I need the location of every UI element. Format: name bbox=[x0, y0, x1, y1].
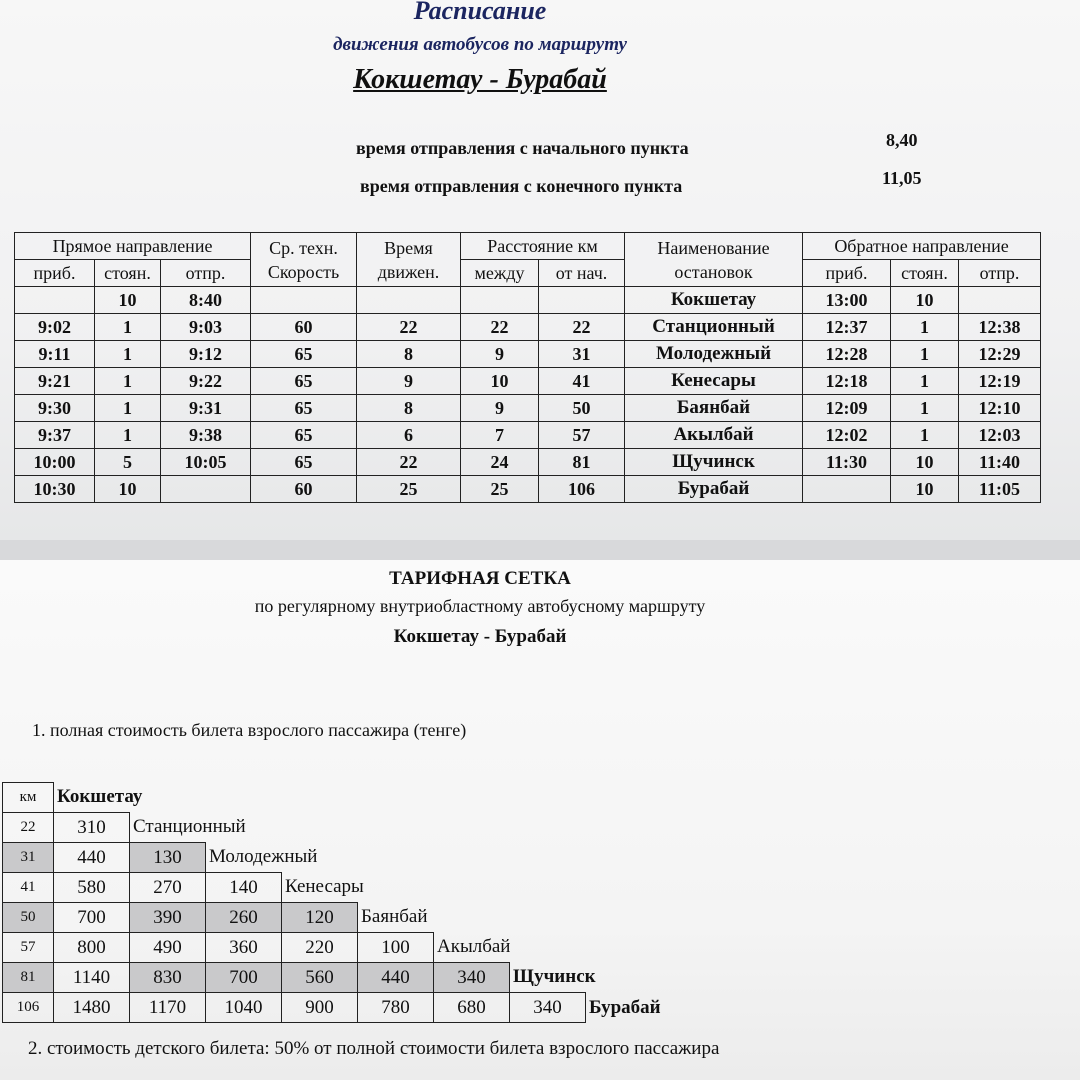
reverse-departure: 12:19 bbox=[959, 368, 1041, 395]
fare-value: 220 bbox=[282, 933, 358, 963]
distance-from-start: 31 bbox=[539, 341, 625, 368]
fare-value: 440 bbox=[358, 963, 434, 993]
forward-arrival: 9:21 bbox=[15, 368, 95, 395]
travel-time: 8 bbox=[357, 341, 461, 368]
forward-departure: 8:40 bbox=[161, 287, 251, 314]
avg-speed: 60 bbox=[251, 314, 357, 341]
distance-between: 10 bbox=[461, 368, 539, 395]
fare-value: 700 bbox=[54, 903, 130, 933]
fare-value: 390 bbox=[130, 903, 206, 933]
forward-departure: 9:31 bbox=[161, 395, 251, 422]
tariff-title: ТАРИФНАЯ СЕТКА bbox=[389, 568, 571, 589]
fare-value: 270 bbox=[130, 873, 206, 903]
forward-stay: 10 bbox=[95, 476, 161, 503]
forward-stay: 1 bbox=[95, 314, 161, 341]
schedule-row bbox=[15, 395, 1041, 422]
avg-speed: 65 bbox=[251, 368, 357, 395]
forward-stay: 1 bbox=[95, 341, 161, 368]
schedule-row bbox=[15, 341, 1041, 368]
tariff-subtitle: по регулярному внутриобластному автобусному маршруту bbox=[254, 596, 706, 616]
distance-between: 25 bbox=[461, 476, 539, 503]
distance-from-start bbox=[539, 287, 625, 314]
reverse-departure bbox=[959, 287, 1041, 314]
schedule-table bbox=[14, 232, 1041, 503]
distance-from-start: 41 bbox=[539, 368, 625, 395]
schedule-subtitle: движения автобусов по маршруту bbox=[333, 34, 627, 55]
reverse-stay: 10 bbox=[891, 476, 959, 503]
fare-row bbox=[3, 903, 661, 933]
schedule-row bbox=[15, 476, 1041, 503]
forward-departure: 10:05 bbox=[161, 449, 251, 476]
fare-value: 1140 bbox=[54, 963, 130, 993]
origin-stop: Кокшетау bbox=[57, 786, 143, 808]
route-name: Кокшетау - Бурабай bbox=[353, 64, 607, 95]
distance-between: 7 bbox=[461, 422, 539, 449]
avg-speed: 65 bbox=[251, 341, 357, 368]
header-reverse-dep: отпр. bbox=[959, 260, 1041, 287]
fare-value: 1480 bbox=[54, 993, 130, 1023]
fare-row bbox=[3, 933, 661, 963]
header-forward-arr: приб. bbox=[15, 260, 95, 287]
fare-value: 700 bbox=[206, 963, 282, 993]
fare-km: 57 bbox=[3, 933, 54, 963]
reverse-stay: 10 bbox=[891, 287, 959, 314]
fare-stop: Станционный bbox=[133, 816, 246, 838]
fare-stop: Бурабай bbox=[589, 996, 661, 1018]
fare-km: 22 bbox=[3, 813, 54, 843]
distance-between: 9 bbox=[461, 395, 539, 422]
avg-speed bbox=[251, 287, 357, 314]
fare-value: 100 bbox=[358, 933, 434, 963]
forward-arrival: 10:30 bbox=[15, 476, 95, 503]
reverse-departure: 11:40 bbox=[959, 449, 1041, 476]
header-stops: Наименование остановок bbox=[625, 233, 803, 287]
distance-between bbox=[461, 287, 539, 314]
adult-fare-note: 1. полная стоимость билета взрослого пассажира (тенге) bbox=[32, 720, 467, 740]
forward-stay: 5 bbox=[95, 449, 161, 476]
photo-divider bbox=[0, 540, 1080, 560]
fare-value: 310 bbox=[54, 813, 130, 843]
stop-name: Молодежный bbox=[625, 341, 803, 368]
fare-km: 106 bbox=[3, 993, 54, 1023]
travel-time bbox=[357, 287, 461, 314]
stop-name: Станционный bbox=[625, 314, 803, 341]
forward-stay: 1 bbox=[95, 422, 161, 449]
tariff-sheet bbox=[0, 560, 1080, 1080]
travel-time: 25 bbox=[357, 476, 461, 503]
fare-value: 440 bbox=[54, 843, 130, 873]
distance-between: 24 bbox=[461, 449, 539, 476]
header-forward: Прямое направление bbox=[15, 233, 251, 260]
travel-time: 22 bbox=[357, 314, 461, 341]
reverse-stay: 10 bbox=[891, 449, 959, 476]
schedule-row bbox=[15, 449, 1041, 476]
stop-name: Бурабай bbox=[625, 476, 803, 503]
schedule-title: Расписание bbox=[413, 0, 547, 25]
header-between: между bbox=[461, 260, 539, 287]
fare-value: 900 bbox=[282, 993, 358, 1023]
distance-between: 22 bbox=[461, 314, 539, 341]
header-distance: Расстояние км bbox=[461, 233, 625, 260]
forward-stay: 10 bbox=[95, 287, 161, 314]
forward-arrival: 9:11 bbox=[15, 341, 95, 368]
fare-stop: Акылбай bbox=[437, 936, 511, 958]
forward-arrival: 10:00 bbox=[15, 449, 95, 476]
fare-value: 780 bbox=[358, 993, 434, 1023]
forward-arrival: 9:37 bbox=[15, 422, 95, 449]
reverse-arrival: 12:18 bbox=[803, 368, 891, 395]
forward-arrival: 9:02 bbox=[15, 314, 95, 341]
reverse-arrival: 12:28 bbox=[803, 341, 891, 368]
fare-km: 31 bbox=[3, 843, 54, 873]
reverse-stay: 1 bbox=[891, 368, 959, 395]
fare-value: 560 bbox=[282, 963, 358, 993]
forward-departure: 9:22 bbox=[161, 368, 251, 395]
distance-from-start: 81 bbox=[539, 449, 625, 476]
fare-value: 680 bbox=[434, 993, 510, 1023]
fare-value: 340 bbox=[510, 993, 586, 1023]
reverse-stay: 1 bbox=[891, 422, 959, 449]
fare-value: 490 bbox=[130, 933, 206, 963]
forward-departure bbox=[161, 476, 251, 503]
header-reverse-arr: приб. bbox=[803, 260, 891, 287]
reverse-departure: 12:38 bbox=[959, 314, 1041, 341]
fare-km: 81 bbox=[3, 963, 54, 993]
stop-name: Баянбай bbox=[625, 395, 803, 422]
fare-stop: Щучинск bbox=[513, 966, 596, 988]
departure-end-label: время отправления с конечного пункта bbox=[360, 176, 683, 196]
departure-start-value: 8,40 bbox=[886, 130, 918, 150]
distance-from-start: 57 bbox=[539, 422, 625, 449]
schedule-row bbox=[15, 422, 1041, 449]
stop-name: Кокшетау bbox=[625, 287, 803, 314]
travel-time: 6 bbox=[357, 422, 461, 449]
fare-stop: Кенесары bbox=[285, 876, 364, 898]
reverse-stay: 1 bbox=[891, 395, 959, 422]
child-fare-note: 2. стоимость детского билета: 50% от полной стоимости билета взрослого пассажира bbox=[28, 1038, 720, 1059]
fare-value: 260 bbox=[206, 903, 282, 933]
header-forward-stay: стоян. bbox=[95, 260, 161, 287]
travel-time: 9 bbox=[357, 368, 461, 395]
reverse-departure: 12:03 bbox=[959, 422, 1041, 449]
departure-end-value: 11,05 bbox=[882, 168, 922, 188]
schedule-row bbox=[15, 287, 1041, 314]
reverse-stay: 1 bbox=[891, 341, 959, 368]
distance-from-start: 106 bbox=[539, 476, 625, 503]
travel-time: 22 bbox=[357, 449, 461, 476]
fare-grid bbox=[2, 782, 661, 1023]
fare-value: 830 bbox=[130, 963, 206, 993]
fare-row bbox=[3, 843, 661, 873]
km-label: км bbox=[3, 783, 54, 813]
header-from-start: от нач. bbox=[539, 260, 625, 287]
fare-value: 1170 bbox=[130, 993, 206, 1023]
fare-value: 800 bbox=[54, 933, 130, 963]
reverse-arrival bbox=[803, 476, 891, 503]
forward-departure: 9:03 bbox=[161, 314, 251, 341]
fare-value: 360 bbox=[206, 933, 282, 963]
reverse-departure: 11:05 bbox=[959, 476, 1041, 503]
reverse-arrival: 12:02 bbox=[803, 422, 891, 449]
header-time: Время движен. bbox=[357, 233, 461, 287]
fare-stop: Баянбай bbox=[361, 906, 428, 928]
fare-row bbox=[3, 813, 661, 843]
fare-row bbox=[3, 873, 661, 903]
fare-value: 340 bbox=[434, 963, 510, 993]
fare-header-row bbox=[3, 783, 661, 813]
forward-arrival bbox=[15, 287, 95, 314]
reverse-arrival: 12:09 bbox=[803, 395, 891, 422]
departure-start-label: время отправления с начального пункта bbox=[356, 138, 689, 158]
forward-stay: 1 bbox=[95, 395, 161, 422]
forward-departure: 9:12 bbox=[161, 341, 251, 368]
stop-name: Щучинск bbox=[625, 449, 803, 476]
avg-speed: 65 bbox=[251, 395, 357, 422]
avg-speed: 60 bbox=[251, 476, 357, 503]
fare-value: 120 bbox=[282, 903, 358, 933]
travel-time: 8 bbox=[357, 395, 461, 422]
distance-between: 9 bbox=[461, 341, 539, 368]
header-forward-dep: отпр. bbox=[161, 260, 251, 287]
avg-speed: 65 bbox=[251, 449, 357, 476]
reverse-departure: 12:29 bbox=[959, 341, 1041, 368]
reverse-arrival: 11:30 bbox=[803, 449, 891, 476]
avg-speed: 65 bbox=[251, 422, 357, 449]
fare-km: 50 bbox=[3, 903, 54, 933]
forward-departure: 9:38 bbox=[161, 422, 251, 449]
reverse-arrival: 13:00 bbox=[803, 287, 891, 314]
header-reverse-stay: стоян. bbox=[891, 260, 959, 287]
header-reverse: Обратное направление bbox=[803, 233, 1041, 260]
header-speed: Ср. техн. Скорость bbox=[251, 233, 357, 287]
forward-arrival: 9:30 bbox=[15, 395, 95, 422]
fare-value: 130 bbox=[130, 843, 206, 873]
stop-name: Акылбай bbox=[625, 422, 803, 449]
tariff-route: Кокшетау - Бурабай bbox=[393, 626, 567, 647]
stop-name: Кенесары bbox=[625, 368, 803, 395]
schedule-row bbox=[15, 368, 1041, 395]
reverse-stay: 1 bbox=[891, 314, 959, 341]
fare-row bbox=[3, 993, 661, 1023]
fare-value: 1040 bbox=[206, 993, 282, 1023]
fare-row bbox=[3, 963, 661, 993]
distance-from-start: 22 bbox=[539, 314, 625, 341]
schedule-row bbox=[15, 314, 1041, 341]
fare-value: 580 bbox=[54, 873, 130, 903]
fare-stop: Молодежный bbox=[209, 846, 318, 868]
reverse-arrival: 12:37 bbox=[803, 314, 891, 341]
forward-stay: 1 bbox=[95, 368, 161, 395]
reverse-departure: 12:10 bbox=[959, 395, 1041, 422]
distance-from-start: 50 bbox=[539, 395, 625, 422]
fare-km: 41 bbox=[3, 873, 54, 903]
fare-value: 140 bbox=[206, 873, 282, 903]
